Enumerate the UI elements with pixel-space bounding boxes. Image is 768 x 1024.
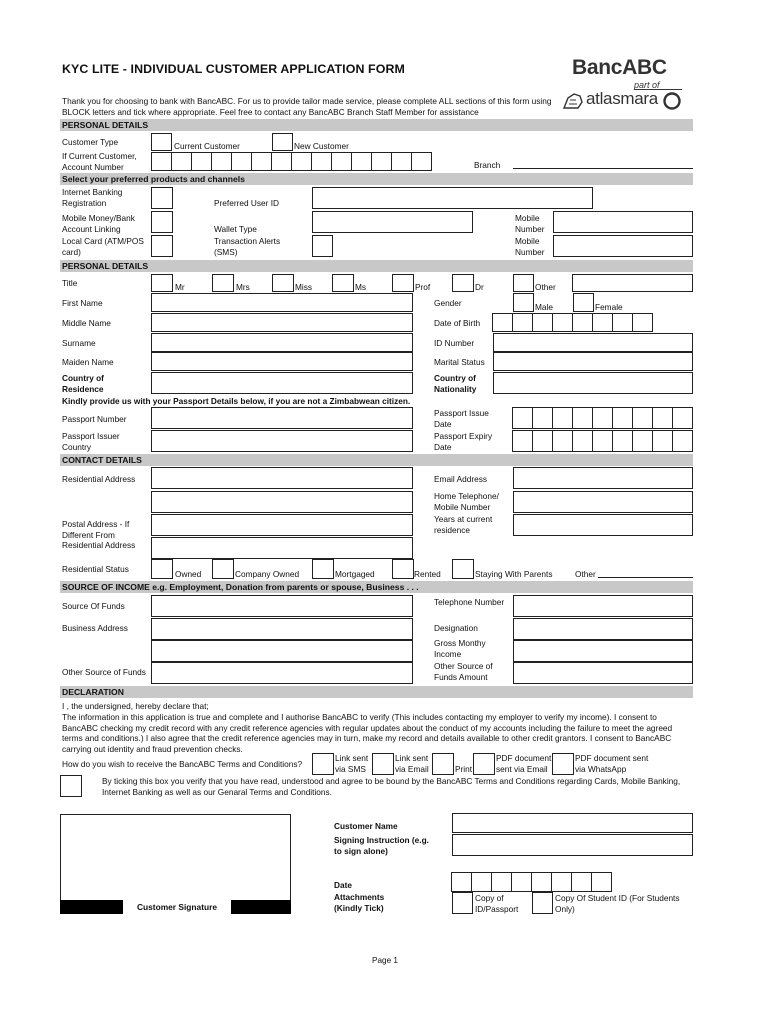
years-residence-label: Years at current residence — [434, 514, 493, 535]
copy-passport-checkbox[interactable] — [452, 892, 473, 914]
signing-instruction-label: Signing Instruction (e.g. to sign alone) — [334, 835, 429, 856]
signature-date-field[interactable] — [452, 872, 612, 892]
mobile-number-label: Mobile Number — [515, 213, 545, 234]
current-customer-label: Current Customer — [174, 141, 240, 151]
source-of-funds-input[interactable] — [151, 595, 413, 617]
residential-address-input-2[interactable] — [151, 491, 413, 513]
new-customer-label: New Customer — [294, 141, 349, 151]
copy-student-id-label: Copy Of Student ID (For Students Only) — [555, 893, 680, 914]
section-source-of-income: SOURCE OF INCOME e.g. Employment, Donation from parents or spouse, Business . . . — [60, 581, 693, 593]
title-dr-label: Dr — [475, 282, 484, 292]
receive-tc-question: How do you wish to receive the BancABC Terms and Conditions? — [62, 759, 303, 769]
postal-address-label: Postal Address - If Different From Residential Address — [62, 519, 136, 550]
status-company-owned-label: Company Owned — [235, 569, 300, 579]
passport-issue-label: Passport Issue Date — [434, 408, 489, 429]
branch-field[interactable] — [513, 168, 693, 169]
wallet-type-input[interactable] — [312, 211, 473, 233]
customer-name-input[interactable] — [452, 813, 693, 833]
status-company-owned-checkbox[interactable] — [212, 559, 234, 579]
passport-note: Kindly provide us with your Passport Details below, if you are not a Zimbabwean citizen. — [62, 396, 411, 406]
title-ms-checkbox[interactable] — [332, 274, 354, 292]
surname-label: Surname — [62, 338, 96, 348]
status-owned-checkbox[interactable] — [151, 559, 173, 579]
atlasmara-ring-icon — [662, 91, 682, 111]
id-number-label: ID Number — [434, 338, 475, 348]
title-prof-label: Prof — [415, 282, 431, 292]
dob-field[interactable] — [493, 313, 653, 332]
tc-email-label: Link sent via Email — [395, 753, 429, 774]
postal-address-input-1[interactable] — [151, 514, 413, 536]
passport-number-input[interactable] — [151, 407, 413, 429]
preferred-user-id-label: Preferred User ID — [214, 198, 280, 208]
status-mortgaged-label: Mortgaged — [335, 569, 375, 579]
preferred-user-id-input[interactable] — [312, 187, 593, 209]
source-of-funds-label: Source Of Funds — [62, 601, 125, 611]
wallet-type-label: Wallet Type — [214, 224, 257, 234]
logo-part-of: part of — [634, 80, 660, 90]
agree-terms-checkbox[interactable] — [60, 775, 82, 797]
tc-pdf-email-checkbox[interactable] — [473, 753, 495, 775]
tc-email-checkbox[interactable] — [372, 753, 394, 775]
other-source-input[interactable] — [151, 662, 413, 684]
passport-expiry-label: Passport Expiry Date — [434, 431, 493, 452]
gender-female-label: Female — [595, 302, 623, 312]
business-address-label: Business Address — [62, 623, 128, 633]
gender-female-checkbox[interactable] — [573, 293, 594, 312]
mobile-number-2-input[interactable] — [553, 235, 693, 257]
branch-label: Branch — [474, 160, 501, 170]
status-rented-label: Rented — [414, 569, 441, 579]
mobile-number-input[interactable] — [553, 211, 693, 233]
account-number-field[interactable] — [152, 152, 432, 171]
telephone-number-label: Telephone Number — [434, 597, 505, 607]
title-other-label: Other — [535, 282, 556, 292]
copy-student-id-checkbox[interactable] — [532, 892, 553, 914]
intro-text: Thank you for choosing to bank with BancABC. For us to provide tailor made service, please complete ALL sections of this form using BLOCK letters and tick where appropriate. Feel free to contact any BancABC Branch Staff Member for assistance — [62, 96, 552, 117]
maiden-name-label: Maiden Name — [62, 357, 114, 367]
transaction-alerts-label: Transaction Alerts (SMS) — [214, 236, 281, 257]
title-mrs-checkbox[interactable] — [212, 274, 234, 292]
mobile-money-label: Mobile Money/Bank Account Linking — [62, 213, 135, 234]
tc-print-label: Print — [455, 764, 473, 774]
gender-male-label: Male — [535, 302, 553, 312]
title-label: Title — [62, 278, 78, 288]
marital-status-label: Marital Status — [434, 357, 485, 367]
gross-income-label: Gross Monthy Income — [434, 638, 486, 659]
marital-status-input[interactable] — [493, 352, 693, 371]
gender-label: Gender — [434, 298, 462, 308]
country-residence-input[interactable] — [151, 372, 413, 394]
mobile-money-checkbox[interactable] — [151, 211, 173, 233]
title-mr-label: Mr — [175, 282, 185, 292]
title-other-checkbox[interactable] — [513, 274, 534, 292]
date-label: Date — [334, 880, 352, 890]
middle-name-label: Middle Name — [62, 318, 111, 328]
section-personal-details-2: PERSONAL DETAILS — [60, 260, 693, 272]
postal-address-input-2[interactable] — [151, 537, 413, 559]
years-residence-input[interactable] — [513, 514, 693, 536]
customer-type-label: Customer Type — [62, 137, 119, 147]
internet-banking-label: Internet Banking Registration — [62, 187, 123, 208]
passport-expiry-date-field[interactable] — [513, 430, 693, 452]
account-number-label: If Current Customer, Account Number — [62, 151, 137, 172]
status-mortgaged-checkbox[interactable] — [312, 559, 334, 579]
current-customer-checkbox[interactable] — [151, 133, 172, 151]
internet-banking-checkbox[interactable] — [151, 187, 173, 209]
passport-number-label: Passport Number — [62, 414, 127, 424]
lion-icon — [560, 88, 586, 112]
customer-signature-label: Customer Signature — [123, 900, 231, 914]
transaction-alerts-checkbox[interactable] — [312, 235, 333, 257]
section-products-channels: Select your preferred products and channels — [60, 173, 693, 185]
page-number: Page 1 — [372, 956, 398, 965]
agree-terms-text: By ticking this box you verify that you have read, understood and agree to be bound by the BancABC Terms and Conditions regarding Cards, Mobile Banking, Internet Banking as well as our Genaral Terms and Conditions. — [102, 776, 681, 797]
surname-input[interactable] — [151, 333, 413, 352]
customer-name-label: Customer Name — [334, 821, 398, 831]
business-address-input-2[interactable] — [151, 640, 413, 662]
country-residence-label: Country of Residence — [62, 373, 104, 394]
title-miss-label: Miss — [295, 282, 313, 292]
section-contact-details: CONTACT DETAILS — [60, 454, 693, 466]
other-amount-input[interactable] — [513, 662, 693, 684]
declaration-intro: I , the undersigned, hereby declare that; — [62, 701, 209, 711]
title-miss-checkbox[interactable] — [272, 274, 294, 292]
title-mrs-label: Mrs — [236, 282, 250, 292]
country-nationality-label: Country of Nationality — [434, 373, 477, 394]
title-ms-label: Ms — [355, 282, 367, 292]
section-declaration: DECLARATION — [60, 686, 693, 698]
status-owned-label: Owned — [175, 569, 202, 579]
local-card-label: Local Card (ATM/POS card) — [62, 236, 144, 257]
title-prof-checkbox[interactable] — [392, 274, 414, 292]
title-dr-checkbox[interactable] — [452, 274, 474, 292]
dob-label: Date of Birth — [434, 318, 481, 328]
residential-address-input-1[interactable] — [151, 467, 413, 489]
declaration-body: The information in this application is true and complete and I authorise BancABC to verify (This includes contacting my employer to verify my income). I consent to BancABC checking my credit record with any credit reference agencies with regular updates about the conduct of my accounts including the failure to meet the agreed terms and conditions.) I also agree that the credit reference agencies may in turn, make my record and details available to other credit grantors. I consent to BancABC carrying out identity and fraud prevention checks. — [62, 712, 673, 754]
designation-input[interactable] — [513, 618, 693, 640]
status-parents-label: Staying With Parents — [475, 569, 553, 579]
title-mr-checkbox[interactable] — [151, 274, 173, 292]
gross-income-input[interactable] — [513, 640, 693, 662]
country-nationality-input[interactable] — [493, 372, 693, 394]
tc-print-checkbox[interactable] — [432, 753, 454, 775]
id-number-input[interactable] — [493, 333, 693, 352]
tc-sms-label: Link sent via SMS — [335, 753, 369, 774]
email-input[interactable] — [513, 467, 693, 489]
passport-issuer-input[interactable] — [151, 430, 413, 452]
signing-instruction-input[interactable] — [452, 834, 693, 856]
mobile-number-2-label: Mobile Number — [515, 236, 545, 257]
status-other-field[interactable] — [598, 577, 693, 578]
passport-issuer-label: Passport Issuer Country — [62, 431, 120, 452]
new-customer-checkbox[interactable] — [272, 133, 293, 151]
attachments-label: Attachments (Kindly Tick) — [334, 892, 385, 913]
middle-name-input[interactable] — [151, 313, 413, 332]
gender-male-checkbox[interactable] — [513, 293, 534, 312]
tc-pdf-whatsapp-checkbox[interactable] — [552, 753, 574, 775]
title-other-input[interactable] — [572, 274, 693, 292]
tc-pdf-email-label: PDF document sent via Email — [496, 753, 552, 774]
tc-pdf-whatsapp-label: PDF document sent via WhatsApp — [575, 753, 649, 774]
residential-address-label: Residential Address — [62, 474, 136, 484]
signature-footer — [60, 900, 291, 914]
home-telephone-input[interactable] — [513, 491, 693, 513]
tc-sms-checkbox[interactable] — [312, 753, 334, 775]
passport-issue-date-field[interactable] — [513, 407, 693, 429]
email-label: Email Address — [434, 474, 488, 484]
status-rented-checkbox[interactable] — [392, 559, 414, 579]
copy-passport-label: Copy of ID/Passport — [475, 893, 519, 914]
first-name-input[interactable] — [151, 293, 413, 312]
signature-box[interactable] — [60, 814, 291, 914]
status-parents-checkbox[interactable] — [452, 559, 474, 579]
maiden-name-input[interactable] — [151, 352, 413, 371]
home-telephone-label: Home Telephone/ Mobile Number — [434, 491, 499, 512]
other-source-label: Other Source of Funds — [62, 667, 146, 677]
residential-status-label: Residential Status — [62, 564, 129, 574]
atlasmara-logo: atlasmara — [586, 89, 658, 108]
local-card-checkbox[interactable] — [151, 235, 173, 257]
status-other-label: Other — [575, 569, 596, 579]
designation-label: Designation — [434, 623, 478, 633]
bancabc-logo: BancABC — [572, 56, 667, 79]
telephone-number-input[interactable] — [513, 595, 693, 617]
section-personal-details: PERSONAL DETAILS — [60, 119, 693, 131]
business-address-input-1[interactable] — [151, 618, 413, 640]
other-amount-label: Other Source of Funds Amount — [434, 661, 493, 682]
first-name-label: First Name — [62, 298, 103, 308]
form-title: KYC LITE - INDIVIDUAL CUSTOMER APPLICATION FORM — [62, 62, 405, 76]
